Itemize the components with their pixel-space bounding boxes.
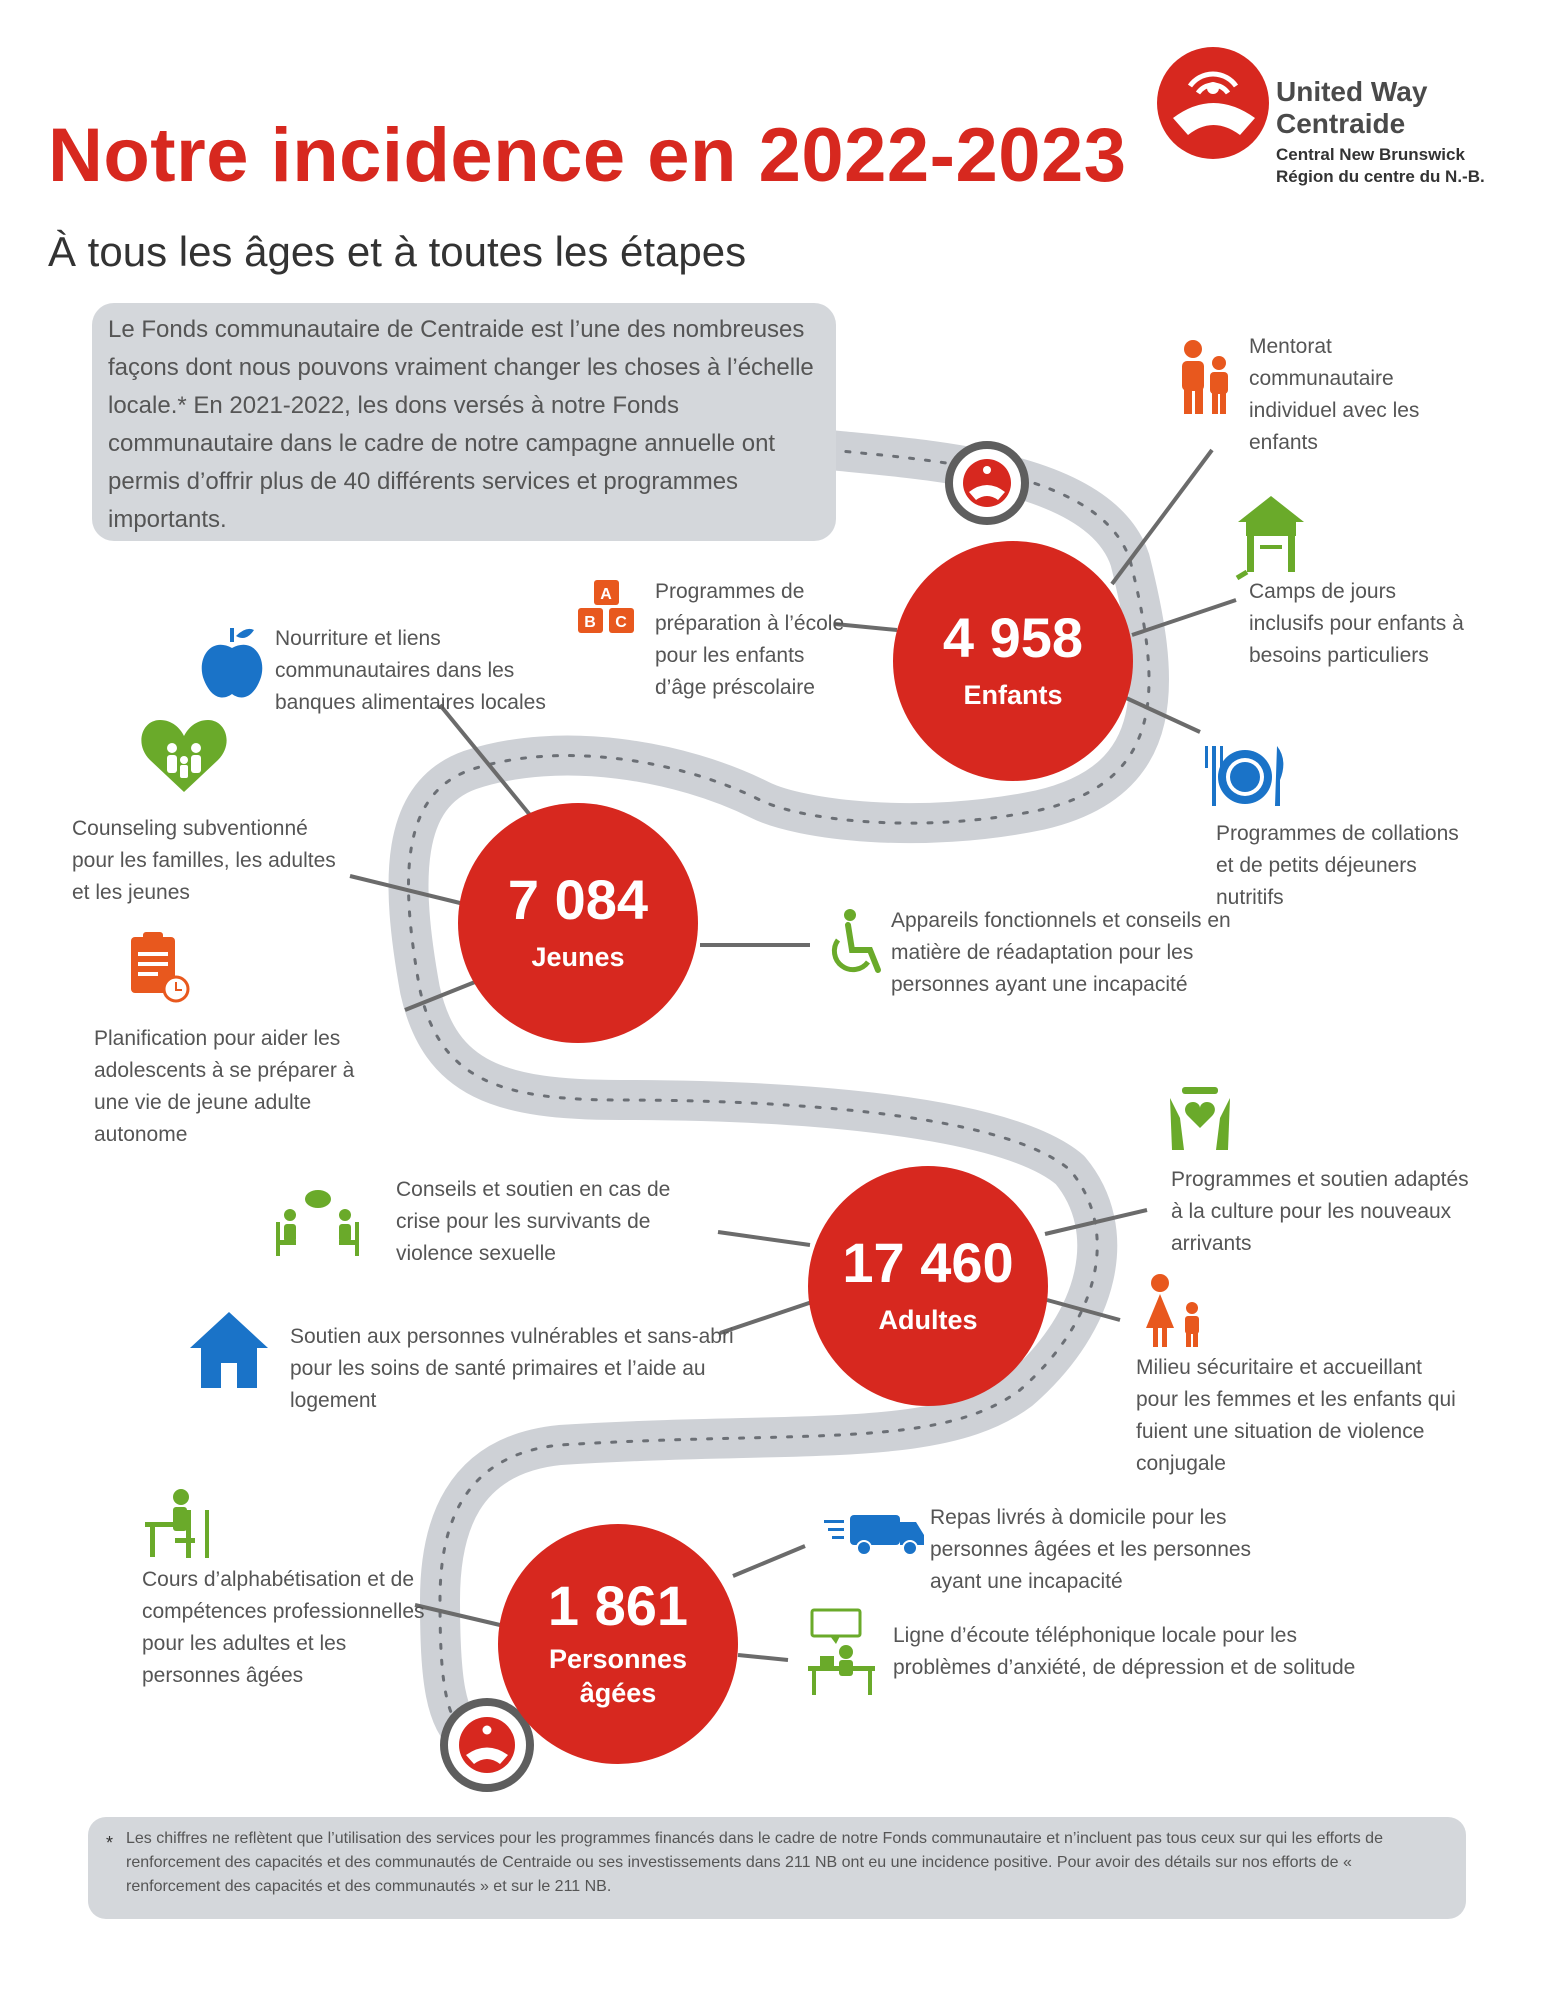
group-label: Jeunes bbox=[531, 942, 625, 972]
group-label-line2: âgées bbox=[579, 1678, 657, 1708]
wheelchair-icon bbox=[834, 909, 878, 970]
page-subtitle: À tous les âges et à toutes les étapes bbox=[48, 228, 747, 275]
group-circle-personnes-agees bbox=[498, 1524, 738, 1764]
service-milieu: Milieu sécuritaire et accueillant pour les femmes et les enfants qui fuient une situation de violence conjugale bbox=[1136, 1356, 1456, 1475]
family-heart-icon bbox=[141, 720, 226, 792]
service-counseling: Counseling subventionné pour les familles, les adultes et les jeunes bbox=[72, 817, 336, 904]
service-nourriture: Nourriture et liens communautaires dans les banques alimentaires locales bbox=[275, 627, 546, 714]
group-circle-enfants bbox=[893, 541, 1133, 781]
footnote-star: * bbox=[106, 1833, 114, 1853]
service-planification: Planification pour aider les adolescents à se préparer à une vie de jeune adulte autonome bbox=[94, 1027, 355, 1146]
svg-text:C: C bbox=[615, 614, 627, 631]
road-logo-bottom bbox=[444, 1702, 530, 1788]
service-culture: Programmes et soutien adaptés à la culture pour les nouveaux arrivants bbox=[1171, 1168, 1469, 1255]
logo-region bbox=[1276, 144, 1485, 188]
group-label: Enfants bbox=[963, 680, 1063, 710]
woman-child-icon bbox=[1146, 1274, 1199, 1347]
footnote-box bbox=[88, 1817, 1466, 1919]
service-crise: Conseils et soutien en cas de crise pour les survivants de violence sexuelle bbox=[396, 1178, 671, 1265]
group-number: 17 460 bbox=[842, 1231, 1014, 1294]
delivery-van-icon bbox=[824, 1515, 924, 1555]
service-collations: Programmes de collations et de petits déjeuners nutritifs bbox=[1216, 822, 1459, 909]
service-alpha: Cours d’alphabétisation et de compétences professionnelles pour les adultes et les personnes âgées bbox=[142, 1568, 425, 1687]
footnote-text: Les chiffres ne reflètent que l’utilisation des services pour les programmes financés dans le cadre de notre Fonds communautaire et n’incluent pas tous ceux sur qui les efforts de renforcement des capacités et des communautés de Centraide ou ses investissements dans 211 NB ont eu une incidence positive. Pour avoir des détails sur nos efforts de « renforcement des capacités et des communautés » et sur le 211 NB. bbox=[126, 1830, 1383, 1895]
united-way-logo-icon bbox=[1157, 47, 1269, 159]
group-label: Adultes bbox=[878, 1305, 978, 1335]
service-soutien: Soutien aux personnes vulnérables et sans-abri pour les soins de santé primaires et l’aide au logement bbox=[290, 1325, 734, 1412]
abc-blocks-icon bbox=[578, 580, 634, 633]
student-desk-icon bbox=[145, 1489, 209, 1558]
group-label-line1: Personnes bbox=[548, 1644, 688, 1674]
intro-box: Le Fonds communautaire de Centraide est l’une des nombreuses façons dont nous pouvons vraiment changer les choses à l’échelle locale.* En 2021-2022, les dons versés à notre Fonds communautaire dans le cadre de notre campagne annuelle ont permis d’offrir plus de 40 différents services et programmes importants. bbox=[92, 303, 836, 541]
logo-line2: Centraide bbox=[1276, 108, 1406, 139]
group-number: 1 861 bbox=[547, 1574, 689, 1637]
group-number: 7 084 bbox=[507, 868, 649, 931]
road-logo-top bbox=[949, 445, 1025, 521]
hands-heart-icon bbox=[1170, 1087, 1230, 1150]
page-title: Notre incidence en 2022-2023 bbox=[48, 113, 1127, 198]
service-camps: Camps de jours inclusifs pour enfants à besoins particuliers bbox=[1249, 580, 1464, 667]
svg-text:A: A bbox=[600, 586, 612, 603]
service-mentorat: Mentorat communautaire individuel avec les enfants bbox=[1249, 335, 1420, 454]
apple-icon bbox=[202, 628, 263, 697]
service-appareils: Appareils fonctionnels et conseils en matière de réadaptation pour les personnes ayant une incapacité bbox=[891, 909, 1231, 996]
logo-region1: Central New Brunswick bbox=[1276, 145, 1465, 164]
conversation-icon bbox=[276, 1190, 359, 1256]
group-number: 4 958 bbox=[942, 606, 1084, 669]
service-ecoute: Ligne d’écoute téléphonique locale pour les problèmes d’anxiété, de dépression et de solitude bbox=[893, 1624, 1356, 1679]
helpline-desk-icon bbox=[808, 1610, 875, 1695]
group-circle-jeunes bbox=[458, 803, 698, 1043]
group-circle-adultes bbox=[808, 1166, 1048, 1406]
logo-region2: Région du centre du N.-B. bbox=[1276, 167, 1485, 186]
svg-text:B: B bbox=[584, 614, 596, 631]
service-preparation: Programmes de préparation à l’école pour les enfants d’âge préscolaire bbox=[655, 580, 845, 699]
plate-cutlery-icon bbox=[1205, 746, 1283, 806]
mentor-people-icon bbox=[1182, 340, 1228, 414]
service-repas: Repas livrés à domicile pour les personnes âgées et les personnes ayant une incapacité bbox=[930, 1506, 1252, 1593]
logo-wordmark bbox=[1276, 76, 1427, 140]
clipboard-clock-icon bbox=[131, 932, 188, 1001]
playground-icon bbox=[1237, 496, 1304, 578]
house-icon bbox=[190, 1312, 268, 1388]
logo-line1: United Way bbox=[1276, 76, 1428, 107]
